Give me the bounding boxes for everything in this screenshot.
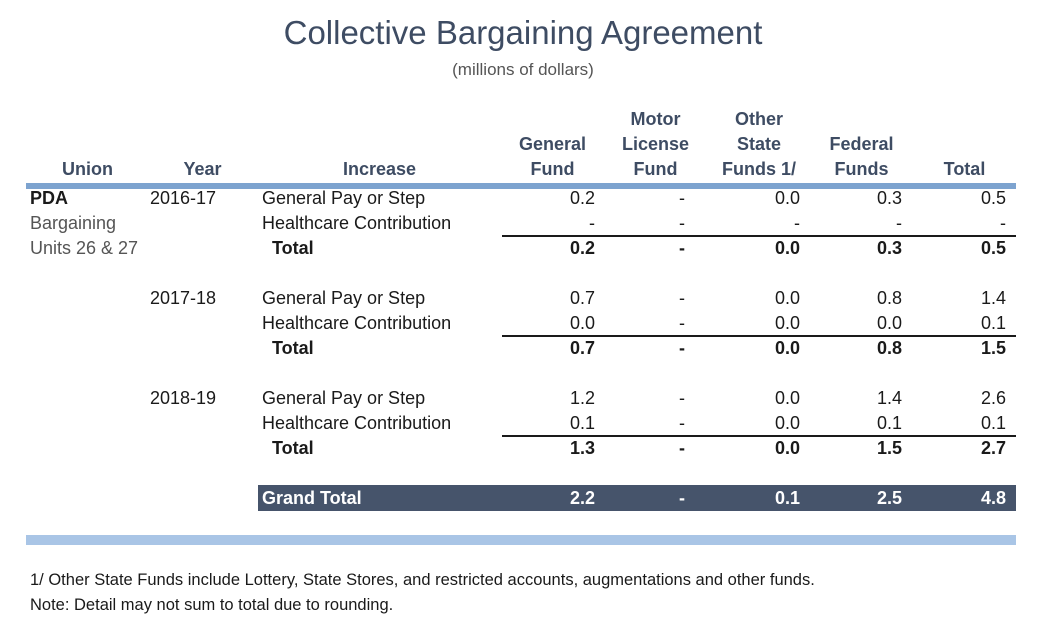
subtotal-other-state: 0.0	[774, 438, 800, 458]
header-motor-license-fund	[608, 107, 703, 182]
cell-general-fund: 1.2	[569, 388, 595, 408]
header-other-state-funds	[712, 107, 806, 182]
grand-total-label: Grand Total	[262, 488, 362, 508]
union-detail: Units 26 & 27	[30, 238, 139, 258]
subtotal-motor-license: -	[679, 238, 685, 258]
header-general-fund	[505, 132, 600, 182]
cell-federal: 1.4	[876, 388, 902, 408]
header-other-state-line: State	[736, 134, 781, 154]
header-other-state-line: Funds 1/	[721, 159, 796, 179]
cell-general-fund: 0.2	[569, 188, 595, 208]
header-federal-line: Federal	[829, 134, 894, 154]
cell-total: 0.1	[980, 413, 1006, 433]
cell-total: 0.5	[980, 188, 1006, 208]
grand-total-other-state: 0.1	[774, 488, 800, 508]
subtotal-federal: 0.8	[876, 338, 902, 358]
increase-label: Healthcare Contribution	[262, 313, 452, 333]
subtotal-motor-license: -	[679, 338, 685, 358]
cell-motor-license: -	[679, 313, 685, 333]
cell-total: 1.4	[980, 288, 1006, 308]
year-label: 2017-18	[150, 288, 217, 308]
cell-other-state: 0.0	[774, 413, 800, 433]
subtotal-general-fund: 0.2	[569, 238, 595, 258]
subtotal-total: 1.5	[980, 338, 1006, 358]
header-union: Union	[62, 159, 113, 179]
cell-other-state: -	[794, 213, 800, 233]
header-motor-license-line: License	[621, 134, 690, 154]
footnote: 1/ Other State Funds include Lottery, State Stores, and restricted accounts, augmentations and other funds.	[30, 571, 815, 589]
header-general-fund-line: Fund	[530, 159, 575, 179]
cell-motor-license: -	[679, 188, 685, 208]
bottom-rule	[26, 535, 1016, 545]
subtotal-other-state: 0.0	[774, 238, 800, 258]
union-detail: Bargaining	[30, 213, 117, 233]
subtotal-label: Total	[272, 238, 314, 258]
subtotal-other-state: 0.0	[774, 338, 800, 358]
cell-other-state: 0.0	[774, 288, 800, 308]
cell-total: 2.6	[980, 388, 1006, 408]
increase-label: General Pay or Step	[262, 288, 426, 308]
grand-total-federal: 2.5	[876, 488, 902, 508]
cell-other-state: 0.0	[774, 313, 800, 333]
header-other-state-line: Other	[734, 109, 783, 129]
subtotal-motor-license: -	[679, 438, 685, 458]
cell-federal: 0.8	[876, 288, 902, 308]
grand-total-general-fund: 2.2	[569, 488, 595, 508]
header-general-fund-line: General	[518, 134, 587, 154]
increase-label: General Pay or Step	[262, 188, 426, 208]
grand-total-bar	[258, 485, 1016, 511]
cell-general-fund: 0.7	[569, 288, 595, 308]
cell-other-state: 0.0	[774, 188, 800, 208]
subtotal-total: 2.7	[980, 438, 1006, 458]
subtotal-general-fund: 0.7	[569, 338, 595, 358]
cell-general-fund: -	[589, 213, 595, 233]
cell-federal: 0.1	[876, 413, 902, 433]
footnote-note: Note: Detail may not sum to total due to rounding.	[30, 596, 394, 614]
header-increase: Increase	[342, 159, 417, 179]
cell-federal: -	[896, 213, 902, 233]
increase-label: General Pay or Step	[262, 388, 426, 408]
cell-motor-license: -	[679, 413, 685, 433]
header-motor-license-line: Motor	[630, 109, 681, 129]
subtotal-label: Total	[272, 338, 314, 358]
cell-other-state: 0.0	[774, 388, 800, 408]
header-federal-line: Funds	[834, 159, 889, 179]
cell-total: -	[1000, 213, 1006, 233]
subtotal-federal: 1.5	[876, 438, 902, 458]
header-federal-funds	[814, 132, 909, 182]
cell-federal: 0.0	[876, 313, 902, 333]
increase-label: Healthcare Contribution	[262, 213, 452, 233]
increase-label: Healthcare Contribution	[262, 413, 452, 433]
year-label: 2016-17	[150, 188, 217, 208]
subtotal-total: 0.5	[980, 238, 1006, 258]
cell-total: 0.1	[980, 313, 1006, 333]
page-title: Collective Bargaining Agreement	[283, 14, 763, 51]
cell-motor-license: -	[679, 213, 685, 233]
cell-general-fund: 0.0	[569, 313, 595, 333]
cell-motor-license: -	[679, 288, 685, 308]
cell-federal: 0.3	[876, 188, 902, 208]
header-year: Year	[183, 159, 222, 179]
header-total: Total	[943, 159, 986, 179]
subtotal-label: Total	[272, 438, 314, 458]
subtotal-general-fund: 1.3	[569, 438, 595, 458]
page-subtitle: (millions of dollars)	[452, 60, 594, 79]
grand-total-total: 4.8	[980, 488, 1006, 508]
year-label: 2018-19	[150, 388, 217, 408]
cell-general-fund: 0.1	[569, 413, 595, 433]
cell-motor-license: -	[679, 388, 685, 408]
subtotal-federal: 0.3	[876, 238, 902, 258]
union-name: PDA	[30, 188, 69, 208]
header-motor-license-line: Fund	[633, 159, 678, 179]
grand-total-motor-license: -	[679, 488, 685, 508]
